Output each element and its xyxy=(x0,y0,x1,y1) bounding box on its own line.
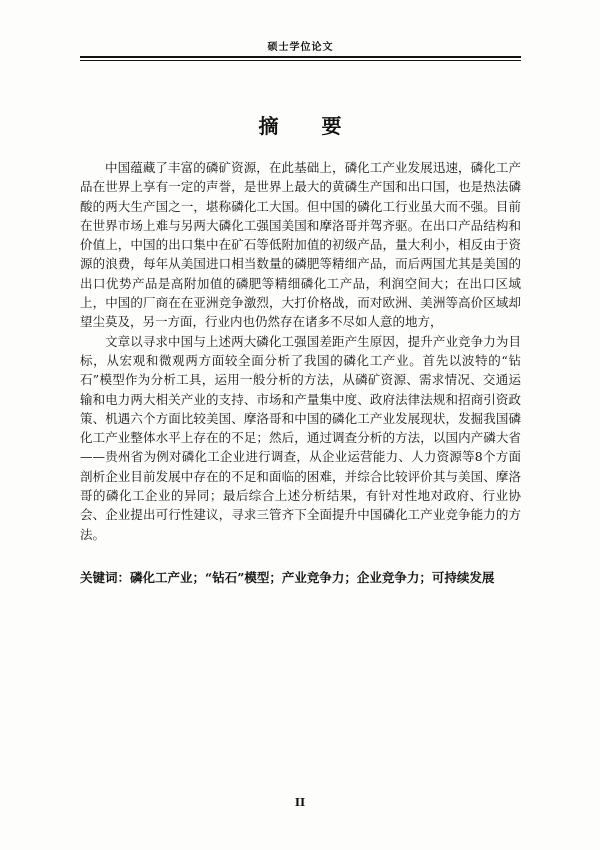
abstract-paragraph-1: 中国蕴藏了丰富的磷矿资源，在此基础上，磷化工产业发展迅速，磷化工产品在世界上享有一定的声誉，是世界上最大的黄磷生产国和出口国，也是热法磷酸的两大生产国之一，堪称磷化工大国。但中国的磷化工行业虽大而不强。目前在世界市场上难与另两大磷化工强国美国和摩洛哥并驾齐驱。在出口产品结构和价值上，中国的出口集中在矿石等低附加值的初级产品，量大利小，相反由于资源的浪费，每年从美国进口相当数量的磷肥等精细产品，而后两国尤其是美国的出口优势产品是高附加值的磷肥等精细磷化工产品，利润空间大；在出口区域上，中国的厂商在在亚洲竞争激烈，大打价格战，而对欧洲、美洲等高价区域却望尘莫及，另一方面，行业内也仍然存在诸多不尽如人意的地方， xyxy=(80,160,521,330)
running-header: 硕士学位论文 xyxy=(267,42,334,53)
page-number: II xyxy=(294,796,306,809)
keywords-line: 关键词：磷化工产业；“钻石”模型；产业竞争力；企业竞争力；可持续发展 xyxy=(80,570,495,585)
header-rule-thick xyxy=(80,56,521,58)
abstract-paragraph-2: 文章以寻求中国与上述两大磷化工强国差距产生原因，提升产业竞争力为目标，从宏观和微观两方面较全面分析了我国的磷化工产业。首先以波特的“钻石”模型作为分析工具，运用一般分析的方法，从磷矿资源、需求情况、交通运输和电力两大相关产业的支持、市场和产量集中度、政府法律法规和招商引资政策、机遇六个方面比较美国、摩洛哥和中国的磷化工产业发展现状，发掘我国磷化工产业整体水平上存在的不足；然后，通过调查分析的方法，以国内产磷大省——贵州省为例对磷化工企业进行调查，从企业运营能力、人力资源等8个方面剖析企业目前发展中存在的不足和面临的困难，并综合比较评价其与美国、摩洛哥的磷化工企业的异同；最后综合上述分析结果，有针对性地对政府、行业协会、企业提出可行性建议，寻求三管齐下全面提升中国磷化工产业竞争能力的方法。 xyxy=(80,333,521,542)
header-rule-thin xyxy=(80,60,521,61)
abstract-body xyxy=(80,158,521,544)
abstract-title: 摘 要 xyxy=(258,114,360,138)
